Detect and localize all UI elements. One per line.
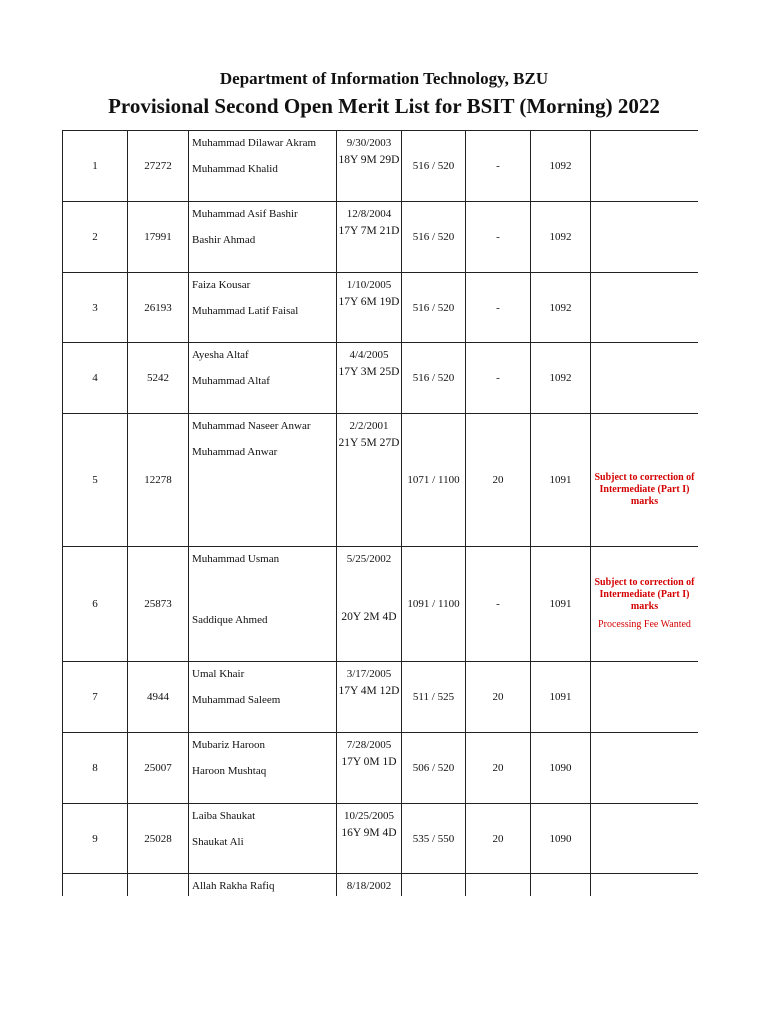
merit-score: 1090 [549, 832, 572, 845]
candidate-name: Muhammad Usman [192, 553, 280, 565]
serial-cell [63, 874, 128, 897]
father-name: Muhammad Saleem [192, 694, 281, 706]
table-row [63, 343, 699, 414]
merit-table-body [63, 131, 699, 897]
table-row [63, 662, 699, 733]
serial-number: 6 [92, 598, 98, 610]
serial-cell [63, 131, 128, 202]
name-cell [189, 343, 337, 414]
father-name: Haroon Mushtaq [192, 765, 267, 777]
roll-number-cell [128, 414, 189, 547]
marks-cell [402, 343, 466, 414]
roll-number-cell [128, 273, 189, 343]
father-name: Muhammad Latif Faisal [192, 305, 299, 317]
age: 21Y 5M 27D [338, 437, 400, 449]
remarks-cell [591, 547, 699, 662]
age: 17Y 6M 19D [338, 296, 400, 308]
father-name: Bashir Ahmad [192, 234, 256, 246]
extra-marks-cell [466, 804, 531, 874]
roll-number-cell [128, 131, 189, 202]
extra-marks-cell [466, 343, 531, 414]
serial-number: 1 [92, 160, 98, 172]
age: 17Y 4M 12D [338, 685, 400, 697]
merit-cell [531, 414, 591, 547]
marks-cell [402, 414, 466, 547]
merit-score: 1090 [549, 762, 572, 774]
dob-cell [337, 202, 402, 273]
marks-cell [402, 662, 466, 733]
date-of-birth: 8/18/2002 [346, 880, 392, 892]
candidate-name: Laiba Shaukat [192, 810, 256, 822]
dob-cell [337, 804, 402, 874]
remark-note: Subject to correction of Intermediate (Part I) marks [594, 472, 695, 507]
name-cell [189, 874, 337, 897]
serial-cell [63, 804, 128, 874]
serial-cell [63, 733, 128, 804]
serial-cell [63, 202, 128, 273]
roll-number: 26193 [144, 301, 172, 314]
father-name: Shaukat Ali [192, 836, 244, 848]
date-of-birth: 7/28/2005 [346, 739, 392, 751]
marks-cell [402, 202, 466, 273]
remark-note: Subject to correction of Intermediate (Part I) marks [594, 577, 695, 612]
marks-cell [402, 804, 466, 874]
merit-score: 1092 [549, 301, 572, 314]
merit-score: 1092 [549, 231, 572, 243]
obtained-marks: 511 / 525 [412, 691, 455, 703]
date-of-birth: 3/17/2005 [346, 668, 392, 680]
serial-number: 8 [92, 762, 98, 774]
extra-marks: - [496, 598, 500, 610]
serial-cell [63, 343, 128, 414]
table-row [63, 202, 699, 273]
age: 17Y 7M 21D [338, 225, 400, 237]
father-name: Saddique Ahmed [192, 614, 268, 626]
roll-number: 27272 [144, 160, 172, 172]
roll-number-cell [128, 202, 189, 273]
name-cell [189, 414, 337, 547]
obtained-marks: 516 / 520 [412, 231, 455, 243]
candidate-name: Umal Khair [192, 668, 245, 680]
name-cell [189, 662, 337, 733]
merit-cell [531, 804, 591, 874]
candidate-name: Allah Rakha Rafiq [192, 880, 275, 892]
obtained-marks: 1091 / 1100 [407, 598, 460, 610]
roll-number-cell [128, 547, 189, 662]
roll-number: 12278 [144, 474, 172, 486]
merit-cell [531, 874, 591, 897]
serial-number: 3 [92, 301, 98, 314]
candidate-name: Muhammad Naseer Anwar [192, 420, 311, 432]
merit-table [62, 130, 698, 896]
table-row [63, 547, 699, 662]
dob-cell [337, 733, 402, 804]
date-of-birth: 10/25/2005 [343, 810, 395, 822]
marks-cell [402, 547, 466, 662]
extra-marks-cell [466, 547, 531, 662]
date-of-birth: 2/2/2001 [349, 420, 389, 432]
obtained-marks: 516 / 520 [412, 301, 455, 314]
date-of-birth: 9/30/2003 [346, 137, 392, 149]
remarks-cell [591, 804, 699, 874]
extra-marks-cell [466, 662, 531, 733]
extra-marks: 20 [492, 762, 504, 774]
obtained-marks: 535 / 550 [412, 832, 455, 845]
merit-table-container [62, 130, 698, 896]
name-cell [189, 273, 337, 343]
merit-score: 1092 [549, 372, 572, 384]
merit-score: 1091 [549, 691, 572, 703]
candidate-name: Muhammad Dilawar Akram [192, 137, 317, 149]
remarks-cell [591, 273, 699, 343]
merit-cell [531, 662, 591, 733]
extra-marks-cell [466, 273, 531, 343]
remarks-cell [591, 202, 699, 273]
table-row [63, 414, 699, 547]
serial-cell [63, 662, 128, 733]
date-of-birth: 5/25/2002 [346, 553, 392, 565]
roll-number-cell [128, 662, 189, 733]
extra-marks-cell [466, 414, 531, 547]
candidate-name: Muhammad Asif Bashir [192, 208, 298, 220]
marks-cell [402, 131, 466, 202]
candidate-name: Mubariz Haroon [192, 739, 266, 751]
dob-cell [337, 547, 402, 662]
extra-marks-cell [466, 202, 531, 273]
merit-cell [531, 273, 591, 343]
remarks-cell [591, 414, 699, 547]
roll-number: 17991 [144, 231, 172, 243]
dob-cell [337, 131, 402, 202]
extra-marks: 20 [492, 832, 504, 845]
extra-marks-cell [466, 733, 531, 804]
serial-cell [63, 547, 128, 662]
dob-cell [337, 874, 402, 897]
obtained-marks: 506 / 520 [412, 762, 455, 774]
remarks-cell [591, 131, 699, 202]
page-header [0, 68, 768, 120]
extra-marks: - [496, 301, 500, 314]
marks-cell [402, 273, 466, 343]
serial-number: 2 [92, 231, 98, 243]
age: 17Y 0M 1D [341, 756, 397, 768]
extra-marks: 20 [492, 691, 504, 703]
father-name: Muhammad Anwar [192, 446, 278, 458]
dob-cell [337, 273, 402, 343]
roll-number-cell [128, 733, 189, 804]
name-cell [189, 202, 337, 273]
remarks-cell [591, 343, 699, 414]
obtained-marks: 516 / 520 [412, 372, 455, 384]
marks-cell [402, 733, 466, 804]
merit-list-title: Provisional Second Open Merit List for BSIT (Morning) 2022 [108, 94, 660, 118]
roll-number: 4944 [147, 691, 169, 703]
extra-marks: - [496, 160, 500, 172]
age: 18Y 9M 29D [338, 154, 400, 166]
serial-number: 4 [92, 372, 98, 384]
processing-fee-note: Processing Fee Wanted [598, 619, 691, 630]
serial-cell [63, 273, 128, 343]
serial-number: 9 [92, 832, 98, 845]
extra-marks: - [496, 372, 500, 384]
roll-number-cell [128, 874, 189, 897]
merit-cell [531, 733, 591, 804]
name-cell [189, 547, 337, 662]
serial-number: 7 [92, 691, 98, 703]
date-of-birth: 12/8/2004 [346, 208, 392, 220]
marks-cell [402, 874, 466, 897]
candidate-name: Faiza Kousar [192, 279, 251, 291]
date-of-birth: 4/4/2005 [349, 349, 389, 361]
table-row [63, 273, 699, 343]
roll-number: 5242 [147, 372, 169, 384]
serial-cell [63, 414, 128, 547]
roll-number: 25028 [144, 832, 172, 845]
remarks-cell [591, 874, 699, 897]
roll-number-cell [128, 804, 189, 874]
name-cell [189, 131, 337, 202]
extra-marks-cell [466, 874, 531, 897]
merit-cell [531, 202, 591, 273]
dob-cell [337, 414, 402, 547]
merit-score: 1092 [549, 160, 572, 172]
merit-score: 1091 [549, 474, 572, 486]
roll-number: 25007 [144, 762, 172, 774]
obtained-marks: 1071 / 1100 [407, 474, 460, 486]
age: 20Y 2M 4D [341, 611, 397, 623]
remarks-cell [591, 733, 699, 804]
name-cell [189, 804, 337, 874]
merit-score: 1091 [549, 598, 572, 610]
roll-number-cell [128, 343, 189, 414]
serial-number: 5 [92, 474, 98, 486]
department-title: Department of Information Technology, BZU [219, 69, 549, 88]
merit-cell [531, 343, 591, 414]
father-name: Muhammad Altaf [192, 375, 270, 387]
father-name: Muhammad Khalid [192, 163, 278, 175]
dob-cell [337, 662, 402, 733]
roll-number: 25873 [144, 598, 172, 610]
table-row [63, 874, 699, 897]
date-of-birth: 1/10/2005 [346, 279, 392, 291]
age: 16Y 9M 4D [341, 827, 397, 839]
remarks-cell [591, 662, 699, 733]
extra-marks-cell [466, 131, 531, 202]
merit-cell [531, 547, 591, 662]
name-cell [189, 733, 337, 804]
age: 17Y 3M 25D [338, 366, 400, 378]
obtained-marks: 516 / 520 [412, 160, 455, 172]
table-row [63, 131, 699, 202]
dob-cell [337, 343, 402, 414]
table-row [63, 733, 699, 804]
merit-cell [531, 131, 591, 202]
candidate-name: Ayesha Altaf [192, 349, 249, 361]
extra-marks: 20 [492, 474, 504, 486]
extra-marks: - [496, 231, 500, 243]
table-row [63, 804, 699, 874]
